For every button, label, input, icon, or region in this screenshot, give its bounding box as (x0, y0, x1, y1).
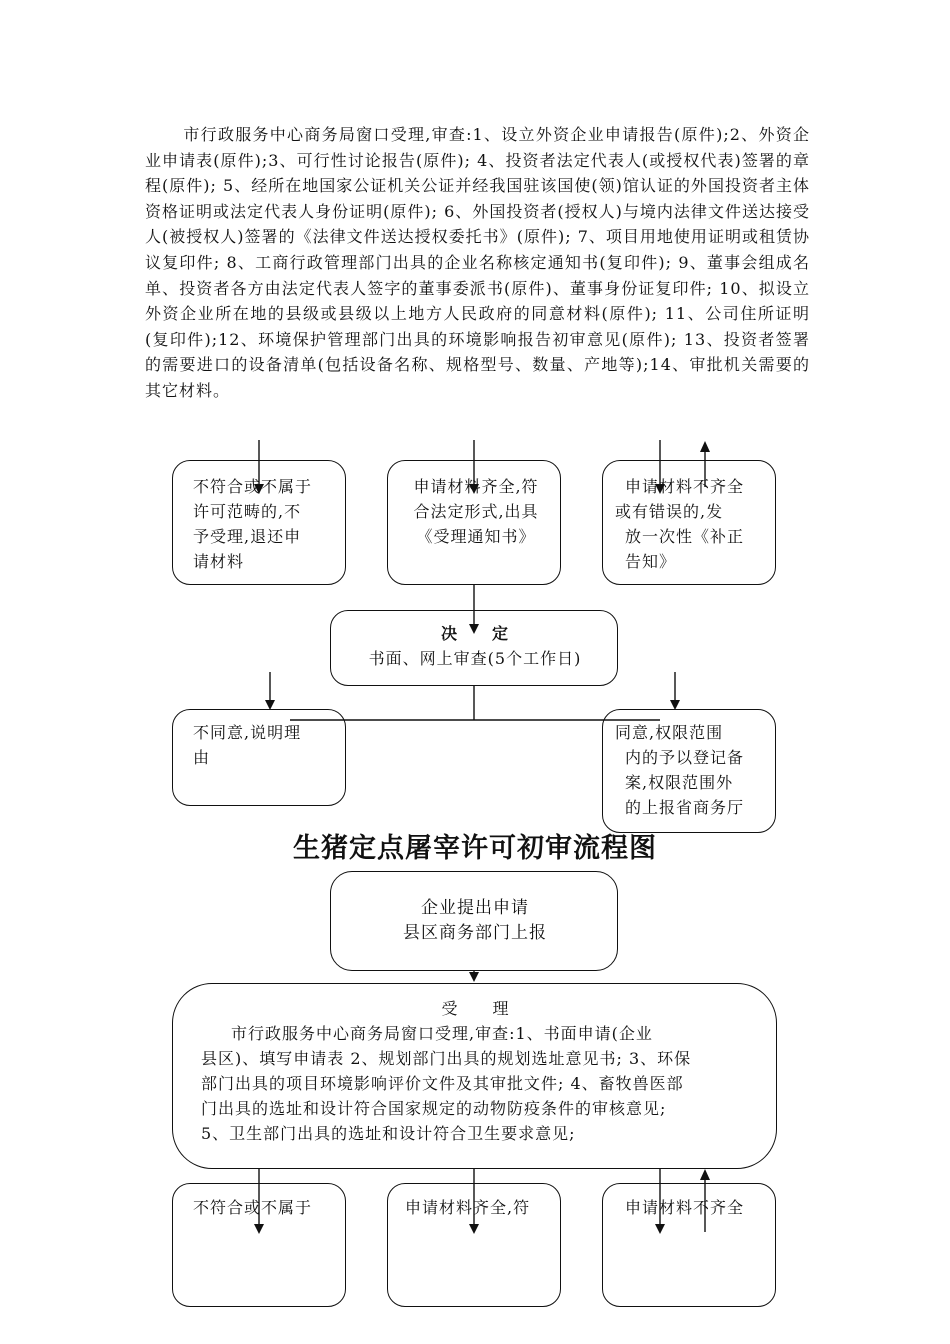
accept-line: 《受理通知书》 (416, 527, 536, 546)
reject2-line: 不符合或不属于 (193, 1198, 313, 1217)
reject-application-box (172, 460, 346, 585)
complete2-line: 申请材料齐全,符 (405, 1198, 531, 1217)
acceptance-line: 部门出具的项目环境影响评价文件及其审批文件; 4、畜牧兽医部 (201, 1074, 684, 1093)
agree-line: 的上报省商务厅 (625, 798, 745, 817)
decision-title: 决 定 (440, 624, 509, 643)
supplement-line: 告知》 (625, 552, 677, 571)
decision-subtitle: 书面、网上审查(5个工作日) (368, 649, 582, 668)
supplement-line: 或有错误的,发 (615, 502, 724, 521)
agree-line: 同意,权限范围 (615, 723, 724, 742)
decision-box (330, 610, 618, 686)
supplement-line: 放一次性《补正 (625, 527, 745, 546)
accept-line: 申请材料齐全,符 (413, 477, 539, 496)
acceptance-line: 5、卫生部门出具的选址和设计符合卫生要求意见; (201, 1124, 576, 1143)
acceptance-line: 市行政服务中心商务局窗口受理,审查:1、书面申请(企业 (231, 1024, 653, 1043)
acceptance-box (172, 983, 777, 1169)
reject-line: 许可范畴的,不 (193, 502, 302, 521)
apply-line: 企业提出申请 (421, 898, 529, 918)
reject-line: 请材料 (193, 552, 245, 571)
supplement-notice-box (602, 460, 776, 585)
agree-box (602, 709, 776, 833)
apply-box (330, 871, 618, 971)
accept-notice-box (387, 460, 561, 585)
apply-line: 县区商务部门上报 (403, 923, 547, 943)
flowchart-title: 生猪定点屠宰许可初审流程图 (293, 833, 657, 864)
reject-line: 予受理,退还申 (193, 527, 302, 546)
complete-box-2 (387, 1183, 561, 1307)
acceptance-line: 县区)、填写申请表 2、规划部门出具的规划选址意见书; 3、环保 (201, 1049, 692, 1068)
disagree-box (172, 709, 346, 806)
disagree-line: 由 (193, 748, 211, 767)
review-materials-paragraph: 市行政服务中心商务局窗口受理,审查:1、设立外资企业申请报告(原件);2、外资企业申请表(原件);3、可行性讨论报告(原件); 4、投资者法定代表人(或授权代表)签署的章程(原件); 5、经所在地国家公证机关公证并经我国驻该国使(领)馆认证的外国投资者主体资格证明或法定代表人身份证明(原件); 6、外国投资者(授权人)与境内法律文件送达接受人(被授权人)签署的《法律文件送达授权委托书》(原件); 7、项目用地使用证明或租赁协议复印件; 8、工商行政管理部门出具的企业名称核定通知书(复印件); 9、董事会组成名单、投资者各方由法定代表人签字的董事委派书(原件)、董事身份证复印件; 10、拟设立外资企业所在地的县级或县级以上地方人民政府的同意材料(原件); 11、公司住所证明(复印件);12、环境保护管理部门出具的环境影响报告初审意见(原件); 13、投资者签署的需要进口的设备清单(包括设备名称、规格型号、数量、产地等);14、审批机关需要的其它材料。 (145, 125, 810, 400)
agree-line: 内的予以登记备 (625, 748, 745, 767)
agree-line: 案,权限范围外 (625, 773, 734, 792)
reject-line: 不符合或不属于 (193, 477, 313, 496)
supplement-line: 申请材料不齐全 (625, 477, 745, 496)
incomplete2-line: 申请材料不齐全 (625, 1198, 745, 1217)
incomplete-box-2 (602, 1183, 776, 1307)
acceptance-line: 门出具的选址和设计符合国家规定的动物防疫条件的审核意见; (201, 1099, 667, 1118)
accept-line: 合法定形式,出具 (413, 502, 539, 521)
reject-box-2 (172, 1183, 346, 1307)
acceptance-title: 受 理 (441, 999, 510, 1018)
disagree-line: 不同意,说明理 (193, 723, 302, 742)
